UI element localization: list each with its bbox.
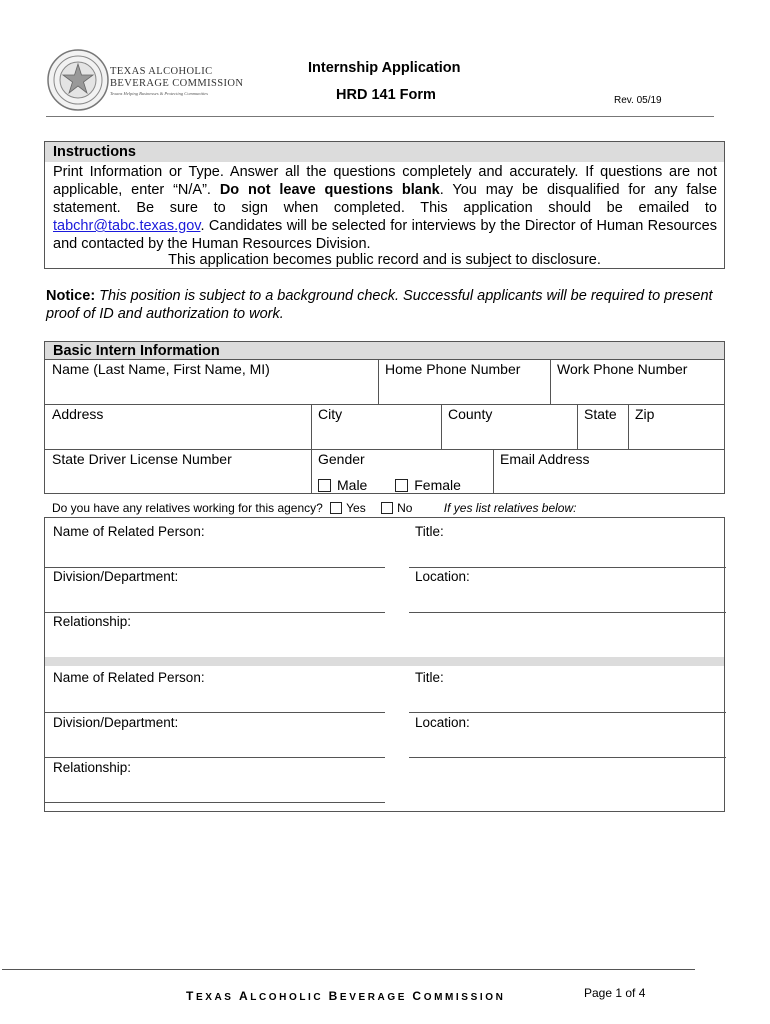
grid-line — [378, 359, 379, 404]
grid-line — [441, 404, 442, 449]
footer-everage: EVERAGE — [339, 992, 413, 1003]
relatives-question: Do you have any relatives working for this agency? — [52, 501, 323, 515]
org-line2: BEVERAGE COMMISSION — [110, 78, 244, 89]
relative1-relationship-label: Relationship: — [53, 614, 132, 629]
work-phone-field[interactable] — [550, 359, 725, 404]
relatives-section — [44, 517, 725, 812]
basic-info-section — [44, 341, 725, 494]
home-phone-field[interactable] — [378, 359, 550, 404]
hr-email-link[interactable]: tabchr@tabc.texas.gov — [53, 218, 201, 234]
address-field[interactable] — [45, 404, 311, 449]
state-label: State — [584, 406, 617, 422]
instructions-text — [45, 162, 724, 253]
email-field[interactable] — [493, 449, 725, 494]
instructions-text-part1: Print Information or Type. Answer all the questions completely and accurately. If questions are not applicable, enter “N/A”. — [53, 164, 717, 198]
relative2-title-label: Title: — [415, 670, 444, 685]
footer-a: A — [238, 989, 251, 1003]
instructions-bold-warning: Do not leave questions blank — [219, 182, 440, 198]
relative2-division-input[interactable] — [45, 757, 385, 758]
org-wordmark — [110, 66, 243, 96]
relative1-title-input[interactable] — [409, 567, 726, 568]
relative1-division-input[interactable] — [45, 612, 385, 613]
relatives-yes-label: Yes — [346, 501, 366, 515]
notice-statement — [46, 287, 726, 323]
grid-line — [311, 404, 312, 494]
work-phone-label: Work Phone Number — [557, 361, 688, 377]
tabc-seal-logo — [46, 48, 110, 112]
home-phone-label: Home Phone Number — [385, 361, 521, 377]
grid-line — [628, 404, 629, 449]
relative1-division-label: Division/Department: — [53, 569, 179, 584]
relatives-question-row — [52, 501, 576, 515]
basic-info-heading: Basic Intern Information — [45, 342, 724, 360]
footer-b: B — [328, 989, 340, 1003]
org-line1: TEXAS ALCOHOLIC — [110, 66, 213, 77]
relative2-division-label: Division/Department: — [53, 715, 179, 730]
relative2-relationship-input[interactable] — [45, 802, 385, 803]
relative2-location-label: Location: — [415, 715, 470, 730]
relative1-name-input[interactable] — [45, 567, 385, 568]
page-number: Page 1 of 4 — [584, 986, 646, 1000]
relative1-title-label: Title: — [415, 524, 444, 539]
city-field[interactable] — [311, 404, 441, 449]
name-label: Name (Last Name, First Name, MI) — [52, 361, 270, 377]
name-field[interactable] — [45, 359, 378, 404]
form-title: Internship Application — [308, 60, 461, 76]
relative2-name-input[interactable] — [45, 712, 385, 713]
female-label: Female — [414, 477, 461, 493]
separator-gap — [385, 657, 386, 666]
grid-line — [45, 404, 724, 405]
footer-ommission: OMMISSION — [423, 992, 506, 1003]
footer-c: C — [412, 989, 424, 1003]
grid-line — [577, 404, 578, 449]
relatives-no-checkbox[interactable] — [381, 502, 393, 514]
relative1-location-label: Location: — [415, 569, 470, 584]
instructions-text-part3: . Candidates will be selected for interviews by the Director of Human Resources and contacted by the Human Resources Division. — [53, 218, 717, 252]
male-label: Male — [337, 477, 368, 493]
public-record-statement: This application becomes public record and is subject to disclosure. — [168, 252, 601, 268]
instructions-box — [44, 141, 725, 269]
footer-agency-name — [186, 989, 505, 1003]
grid-line — [493, 449, 494, 494]
footer-lcoholic: LCOHOLIC — [250, 992, 329, 1003]
email-label: Email Address — [500, 451, 590, 467]
county-label: County — [448, 406, 493, 422]
instructions-text-part2: . You may be disqualified for any false statement. Be sure to sign when completed. This application should be emailed to — [53, 182, 718, 216]
relatives-no-label: No — [397, 501, 413, 515]
notice-label: Notice: — [46, 288, 96, 304]
address-label: Address — [52, 406, 104, 422]
relative1-name-label: Name of Related Person: — [53, 524, 205, 539]
zip-field[interactable] — [628, 404, 725, 449]
gender-label: Gender — [318, 451, 365, 467]
relative2-title-input[interactable] — [409, 712, 726, 713]
grid-line — [45, 359, 724, 360]
relative1-location-input[interactable] — [409, 612, 726, 613]
relative2-relationship-label: Relationship: — [53, 760, 132, 775]
footer-divider — [2, 969, 695, 970]
form-number: HRD 141 Form — [336, 87, 436, 103]
footer-t: T — [186, 989, 196, 1003]
county-field[interactable] — [441, 404, 577, 449]
relative2-name-label: Name of Related Person: — [53, 670, 205, 685]
form-revision: Rev. 05/19 — [614, 95, 662, 106]
gender-field — [311, 449, 493, 494]
header-divider — [46, 116, 714, 117]
org-tagline: Texans Helping Businesses & Protecting Communities — [110, 91, 209, 96]
state-field[interactable] — [577, 404, 628, 449]
footer-exas: EXAS — [195, 992, 239, 1003]
license-field[interactable] — [45, 449, 311, 494]
relative2-location-input[interactable] — [409, 757, 726, 758]
relatives-yes-checkbox[interactable] — [330, 502, 342, 514]
female-checkbox[interactable] — [395, 479, 408, 492]
relatives-if-yes-note: If yes list relatives below: — [443, 501, 577, 515]
grid-line — [550, 359, 551, 404]
notice-text: This position is subject to a background check. Successful applicants will be required to present proof of ID and authorization to work. — [46, 288, 713, 322]
instructions-heading: Instructions — [45, 142, 724, 162]
license-label: State Driver License Number — [52, 451, 232, 467]
zip-label: Zip — [635, 406, 655, 422]
city-label: City — [318, 406, 343, 422]
male-checkbox[interactable] — [318, 479, 331, 492]
grid-line — [45, 449, 724, 450]
